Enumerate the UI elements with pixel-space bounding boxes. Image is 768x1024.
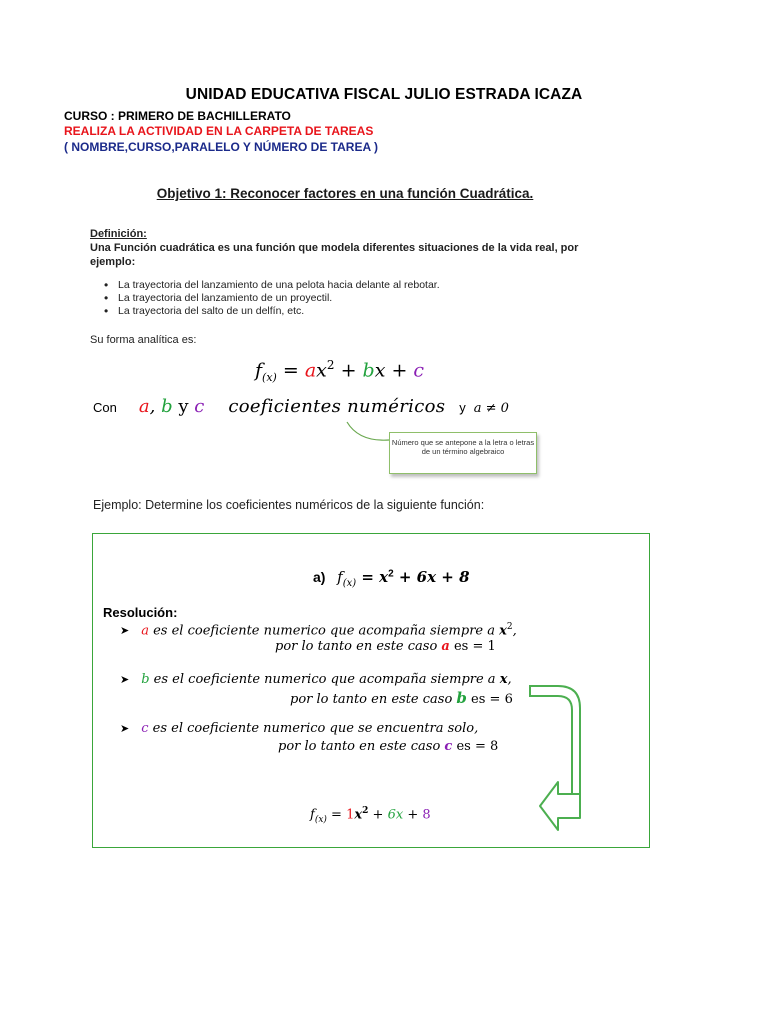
objective-title: Objetivo 1: Reconocer factores en una función Cuadrática. — [156, 186, 534, 201]
example-tail: + 6x + 8 — [393, 568, 470, 586]
example-function — [313, 568, 470, 589]
step-letter: b — [141, 672, 150, 687]
definition-examples — [104, 279, 440, 318]
example-rest: = x — [356, 568, 389, 586]
formula-f: f — [255, 359, 263, 382]
step-c-line1 — [120, 721, 478, 736]
final-x: x — [354, 807, 363, 823]
step-bold: c — [444, 739, 453, 754]
example-sub: (x) — [342, 577, 357, 589]
step-bold: b — [456, 689, 467, 707]
final-sub: (x) — [314, 814, 327, 825]
resolution-title: Resolución: — [103, 605, 178, 620]
formula-c: c — [413, 359, 425, 382]
formula-plus1: + — [334, 359, 363, 382]
step-b-line1 — [120, 672, 512, 687]
final-function — [310, 806, 431, 825]
final-c: 8 — [422, 807, 431, 823]
example-intro: Ejemplo: Determine los coeficientes numéricos de la siguiente función: — [93, 498, 485, 512]
step-text: por lo tanto en este caso — [278, 739, 445, 754]
step-end: , — [512, 623, 517, 639]
final-f: f — [310, 807, 315, 823]
step-a-line2 — [275, 639, 496, 654]
definition-text: Una Función cuadrática es una función que modela diferentes situaciones de la vida real, por ejemplo: — [90, 242, 579, 268]
step-text: por lo tanto en este caso — [290, 692, 457, 707]
step-result: es = 8 — [452, 739, 499, 754]
formula-a: a — [304, 359, 317, 382]
final-plus1: + — [368, 807, 388, 823]
formula-x2: x — [316, 359, 327, 382]
example-exp: 2 — [388, 568, 394, 580]
example-label: a) — [313, 569, 326, 585]
step-var: x — [499, 623, 507, 639]
step-end: , — [507, 672, 512, 687]
definition-title: Definición: — [90, 228, 147, 240]
coefficients-row — [93, 396, 509, 422]
step-c-line2 — [278, 739, 498, 754]
list-item: • La trayectoria del lanzamiento de una pelota hacia delante al rebotar. — [104, 279, 440, 292]
step-text: por lo tanto en este caso — [275, 639, 442, 654]
step-a-line1 — [120, 622, 517, 638]
con-label: Con — [93, 400, 117, 415]
arrow-bullet-icon: ➤ — [120, 722, 130, 735]
step-letter: a — [141, 623, 149, 639]
step-text: es el coeficiente numerico que se encuentra solo, — [148, 721, 479, 736]
step-bold: a — [441, 639, 450, 654]
formula-sub: (x) — [262, 371, 277, 385]
quadratic-formula — [255, 358, 424, 384]
list-item: • La trayectoria del lanzamiento de un proyectil. — [104, 292, 440, 305]
formula-b: b — [362, 359, 375, 382]
coef-y: y — [172, 396, 195, 417]
formula-x: x — [374, 359, 386, 382]
condition: a ≠ 0 — [473, 401, 509, 416]
coef-letters — [139, 396, 204, 417]
step-exp: 2 — [506, 622, 513, 632]
step-text: es el coeficiente numerico que acompaña siempre a — [149, 672, 500, 687]
course-label: CURSO : PRIMERO DE BACHILLERATO — [64, 109, 291, 123]
formula-plus2: + — [385, 359, 414, 382]
coef-text: coeficientes numéricos — [228, 396, 446, 417]
coef-a: a — [138, 396, 150, 417]
final-plus2: + — [403, 807, 423, 823]
step-result: es = 6 — [466, 692, 513, 707]
coef-c: c — [194, 396, 205, 417]
step-letter: c — [141, 721, 149, 736]
callout-line — [345, 418, 395, 448]
comma: , — [149, 396, 156, 417]
coef-b: b — [161, 396, 173, 417]
final-eq: = — [326, 807, 347, 823]
coefficient-tooltip: Número que se antepone a la letra o letras de un término algebraico — [389, 432, 537, 474]
y-label: y — [459, 400, 466, 415]
final-b: 6x — [387, 807, 404, 823]
curved-arrow-icon — [528, 682, 588, 832]
formula-eq: = — [276, 359, 305, 382]
arrow-bullet-icon: ➤ — [120, 673, 130, 686]
final-exp: 2 — [362, 806, 369, 816]
step-b-line2 — [290, 689, 513, 707]
school-title: UNIDAD EDUCATIVA FISCAL JULIO ESTRADA ICAZA — [185, 86, 583, 103]
instruction-detail: ( NOMBRE,CURSO,PARALELO Y NÚMERO DE TAREA ) — [64, 140, 379, 154]
analytic-form-label: Su forma analítica es: — [90, 334, 197, 346]
final-a: 1 — [346, 807, 355, 823]
formula-exp: 2 — [326, 358, 335, 372]
list-item: • La trayectoria del salto de un delfín, etc. — [104, 305, 440, 318]
arrow-bullet-icon: ➤ — [120, 624, 130, 638]
example-f: f — [337, 568, 343, 586]
instruction: REALIZA LA ACTIVIDAD EN LA CARPETA DE TAREAS — [64, 124, 374, 138]
step-var: x — [499, 672, 508, 687]
step-result: es = 1 — [449, 639, 496, 654]
step-text: es el coeficiente numerico que acompaña siempre a — [148, 623, 500, 639]
